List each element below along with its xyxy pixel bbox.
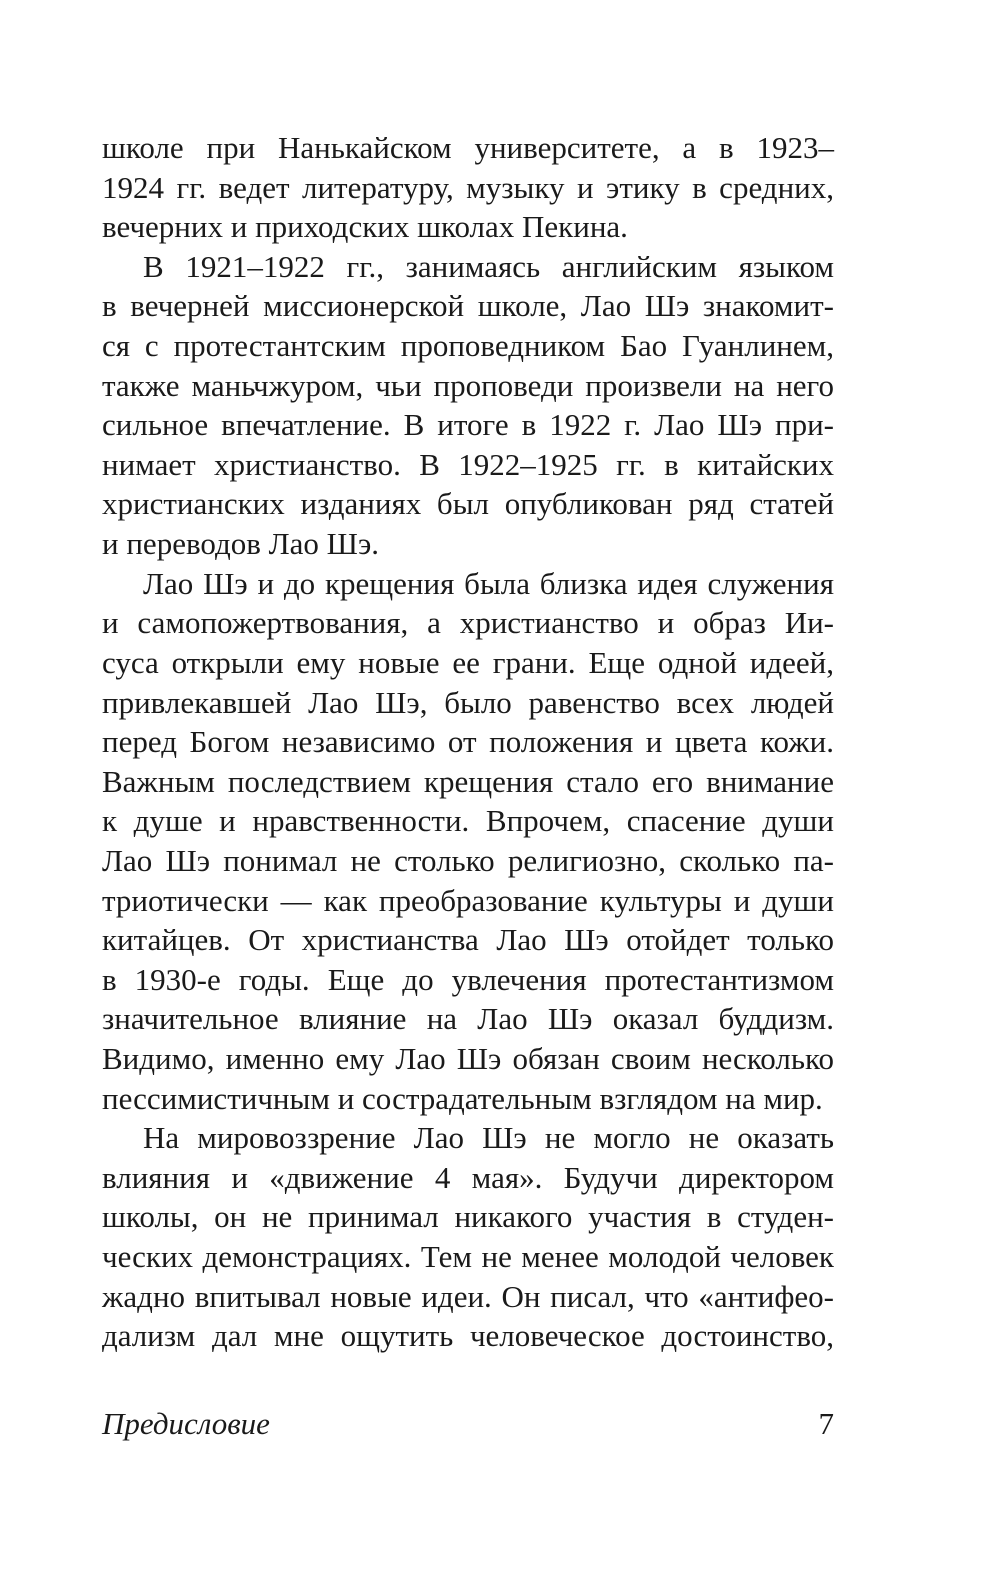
text-line: жадно впитывал новые идеи. Он писал, что «антифео- — [102, 1278, 834, 1314]
text-line: в вечерней миссионерской школе, Лао Шэ знакомит- — [102, 288, 834, 324]
text-line: Важным последствием крещения стало его внимание — [102, 763, 834, 799]
page-number: 7 — [818, 1406, 834, 1441]
text-line: китайцев. От христианства Лао Шэ отойдет только — [102, 922, 834, 958]
text-line: школы, он не принимал никакого участия в студен- — [102, 1199, 834, 1235]
text-line: ся с протестантским проповедником Бао Гуанлинем, — [102, 328, 834, 364]
text-line: перед Богом независимо от положения и цвета кожи. — [102, 724, 834, 760]
text-line: сильное впечатление. В итоге в 1922 г. Лао Шэ при- — [102, 407, 834, 443]
body-text — [102, 128, 834, 1356]
text-line: значительное влияние на Лао Шэ оказал буддизм. — [102, 1001, 834, 1037]
text-line: и переводов Лао Шэ. — [102, 526, 380, 562]
text-line: дализм дал мне ощутить человеческое достоинство, — [102, 1318, 834, 1354]
text-line: суса открыли ему новые ее грани. Еще одной идеей, — [102, 644, 834, 680]
paragraph — [102, 247, 834, 564]
text-line: Лао Шэ понимал не столько религиозно, сколько па- — [102, 842, 834, 878]
running-head: Предисловие — [102, 1406, 270, 1441]
text-line: привлекавшей Лао Шэ, было равенство всех людей — [102, 684, 834, 720]
text-line: ческих демонстрациях. Тем не менее молодой человек — [102, 1239, 834, 1275]
text-line: вечерних и приходских школах Пекина. — [102, 209, 628, 245]
text-line: На мировоззрение Лао Шэ не могло не оказать — [143, 1120, 834, 1156]
text-line: христианских изданиях был опубликован ряд статей — [102, 486, 834, 522]
text-line: в 1930-е годы. Еще до увлечения протестантизмом — [102, 961, 834, 997]
text-line: к душе и нравственности. Впрочем, спасение души — [102, 803, 834, 839]
text-line: триотически — как преобразование культуры и души — [102, 882, 834, 918]
text-line: и самопожертвования, а христианство и образ Ии- — [102, 605, 834, 641]
paragraph — [102, 1118, 834, 1356]
text-line: 1924 гг. ведет литературу, музыку и этику в средних, — [102, 169, 834, 205]
text-line: В 1921–1922 гг., занимаясь английским языком — [143, 248, 834, 284]
text-line: Лао Шэ и до крещения была близка идея служения — [143, 565, 834, 601]
paragraph — [102, 564, 834, 1119]
paragraph — [102, 128, 834, 247]
text-line: школе при Нанькайском университете, а в 1923– — [102, 130, 834, 165]
text-line: Видимо, именно ему Лао Шэ обязан своим несколько — [102, 1041, 834, 1077]
text-line: нимает христианство. В 1922–1925 гг. в китайских — [102, 446, 834, 482]
text-line: пессимистичным и сострадательным взглядом на мир. — [102, 1080, 823, 1116]
text-line: также маньчжуром, чьи проповеди произвели на него — [102, 367, 834, 403]
text-line: влияния и «движение 4 мая». Будучи директором — [102, 1159, 834, 1195]
page-footer — [102, 1402, 834, 1446]
